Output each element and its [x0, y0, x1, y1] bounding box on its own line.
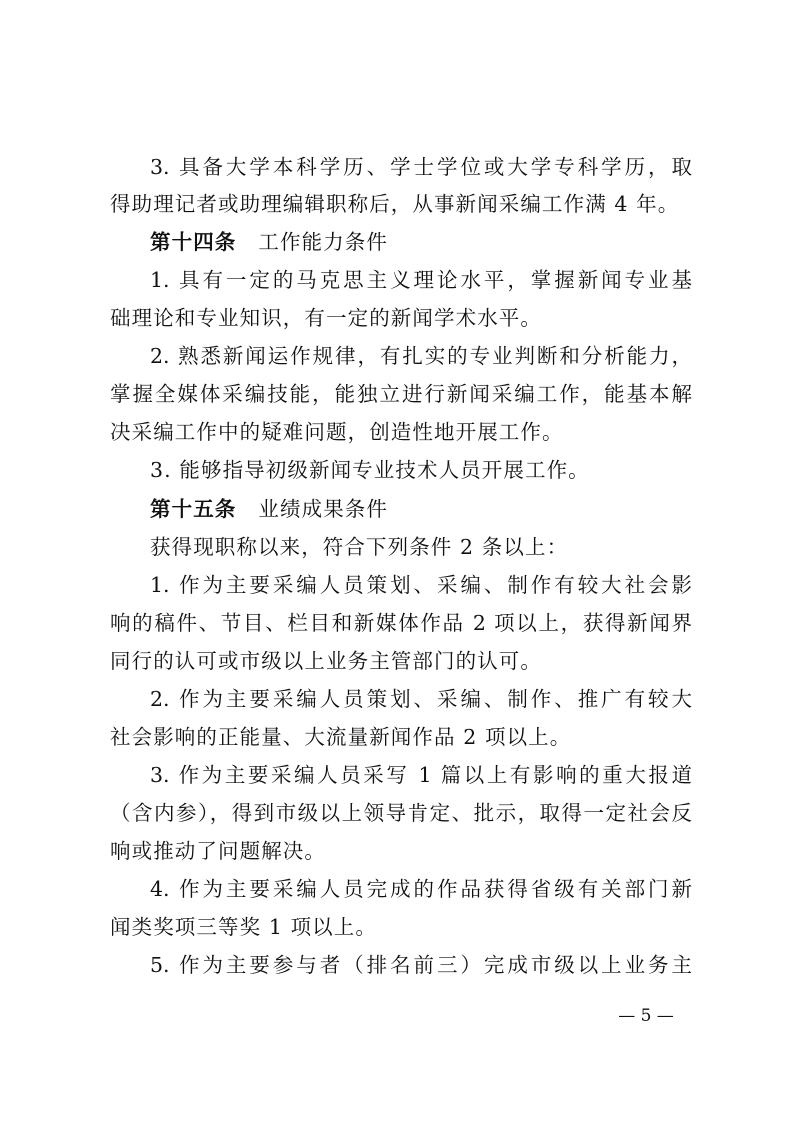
paragraph-line: 1. 具有一定的马克思主义理论水平，掌握新闻专业基	[150, 268, 692, 292]
article-heading-15	[150, 494, 692, 524]
page-number: — 5 —	[618, 1006, 674, 1026]
paragraph-line: 3. 具备大学本科学历、学士学位或大学专科学历，取	[150, 155, 692, 179]
paragraph-line: 3. 能够指导初级新闻专业技术人员开展工作。	[150, 458, 590, 482]
paragraph-line: 获得现职称以来，符合下列条件 2 条以上：	[150, 535, 569, 559]
article-title: 业绩成果条件	[258, 497, 389, 521]
paragraph-line: 闻类奖项三等奖 1 项以上。	[110, 915, 377, 939]
paragraph-line: 响或推动了问题解决。	[110, 839, 326, 863]
paragraph-line: （含内参），得到市级以上领导肯定、批示，取得一定社会反	[110, 801, 692, 825]
paragraph-line: 社会影响的正能量、大流量新闻作品 2 项以上。	[110, 725, 572, 749]
paragraph-line: 得助理记者或助理编辑职称后，从事新闻采编工作满 4 年。	[110, 192, 680, 216]
paragraph-line: 1. 作为主要采编人员策划、采编、制作有较大社会影	[150, 573, 692, 597]
article-number: 第十五条	[150, 497, 237, 521]
article-heading-14	[150, 227, 692, 257]
paragraph-line: 3. 作为主要采编人员采写 1 篇以上有影响的重大报道	[150, 763, 692, 787]
paragraph-line: 础理论和专业知识，有一定的新闻学术水平。	[110, 306, 542, 330]
paragraph-line: 5. 作为主要参与者（排名前三）完成市级以上业务主	[150, 953, 692, 977]
paragraph-line: 2. 作为主要采编人员策划、采编、制作、推广有较大	[150, 687, 692, 711]
paragraph-line: 2. 熟悉新闻运作规律，有扎实的专业判断和分析能力，	[150, 344, 692, 368]
paragraph-line: 决采编工作中的疑难问题，创造性地开展工作。	[110, 420, 564, 444]
article-title: 工作能力条件	[258, 230, 389, 254]
paragraph-line: 4. 作为主要采编人员完成的作品获得省级有关部门新	[150, 877, 692, 901]
paragraph-line: 响的稿件、节目、栏目和新媒体作品 2 项以上，获得新闻界	[110, 611, 692, 635]
article-number: 第十四条	[150, 230, 237, 254]
paragraph-line: 掌握全媒体采编技能，能独立进行新闻采编工作，能基本解	[110, 382, 692, 406]
paragraph-line: 同行的认可或市级以上业务主管部门的认可。	[110, 649, 542, 673]
